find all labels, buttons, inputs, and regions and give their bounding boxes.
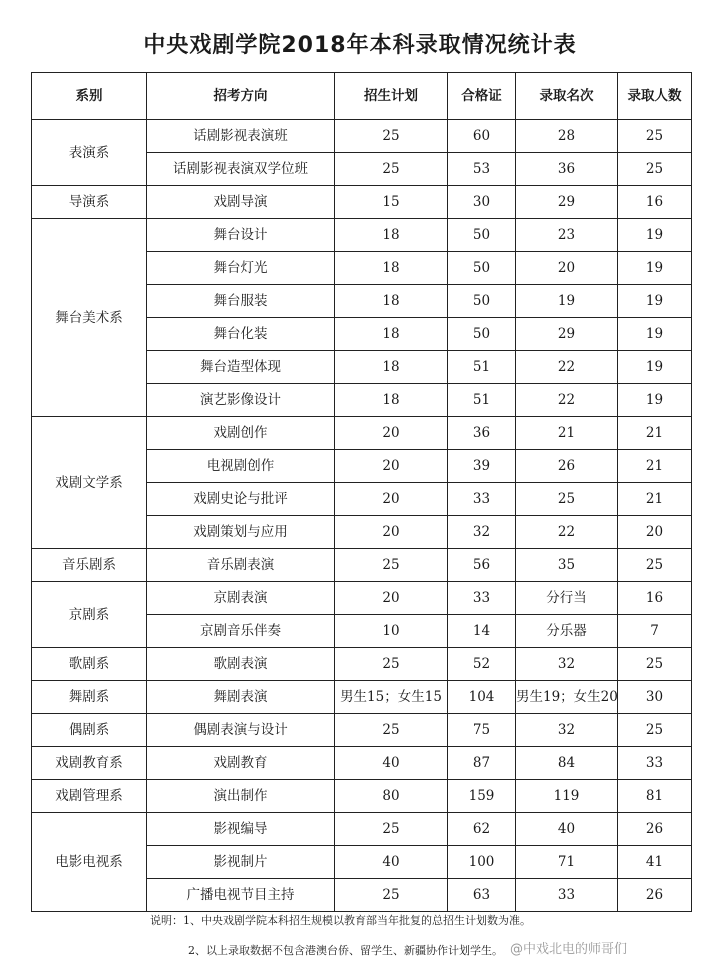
watermark: @中戏北电的师哥们 [510, 942, 628, 957]
cell-rank: 40 [516, 813, 618, 846]
cell-direction: 演艺影像设计 [147, 384, 335, 417]
header-direction: 招考方向 [147, 73, 335, 120]
table-row [32, 714, 692, 747]
cell-rank: 男生19；女生20 [516, 681, 618, 714]
cell-rank: 分乐器 [516, 615, 618, 648]
cell-certificate: 14 [448, 615, 516, 648]
cell-direction: 影视制片 [147, 846, 335, 879]
cell-certificate: 159 [448, 780, 516, 813]
cell-certificate: 32 [448, 516, 516, 549]
cell-direction: 歌剧表演 [147, 648, 335, 681]
header-department: 系别 [32, 73, 147, 120]
cell-rank: 71 [516, 846, 618, 879]
cell-admitted: 41 [618, 846, 692, 879]
cell-admitted: 21 [618, 417, 692, 450]
table-row [32, 747, 692, 780]
cell-direction: 影视编导 [147, 813, 335, 846]
page-title: 中央戏剧学院2018年本科录取情况统计表 [143, 33, 577, 58]
cell-admitted: 16 [618, 186, 692, 219]
table-row [32, 219, 692, 252]
cell-certificate: 75 [448, 714, 516, 747]
cell-certificate: 30 [448, 186, 516, 219]
cell-plan: 20 [335, 450, 448, 483]
cell-plan: 20 [335, 582, 448, 615]
cell-admitted: 81 [618, 780, 692, 813]
cell-certificate: 39 [448, 450, 516, 483]
cell-direction: 偶剧表演与设计 [147, 714, 335, 747]
cell-rank: 22 [516, 516, 618, 549]
cell-department: 舞台美术系 [32, 219, 147, 417]
cell-direction: 话剧影视表演双学位班 [147, 153, 335, 186]
cell-plan: 10 [335, 615, 448, 648]
cell-admitted: 25 [618, 648, 692, 681]
cell-department: 音乐剧系 [32, 549, 147, 582]
cell-direction: 电视剧创作 [147, 450, 335, 483]
cell-certificate: 60 [448, 120, 516, 153]
cell-direction: 戏剧导演 [147, 186, 335, 219]
cell-rank: 35 [516, 549, 618, 582]
cell-certificate: 56 [448, 549, 516, 582]
cell-admitted: 19 [618, 285, 692, 318]
cell-plan: 25 [335, 648, 448, 681]
cell-certificate: 104 [448, 681, 516, 714]
cell-plan: 18 [335, 318, 448, 351]
cell-department: 舞剧系 [32, 681, 147, 714]
cell-certificate: 50 [448, 252, 516, 285]
cell-certificate: 51 [448, 384, 516, 417]
cell-certificate: 50 [448, 318, 516, 351]
cell-plan: 25 [335, 813, 448, 846]
table-row [32, 681, 692, 714]
cell-direction: 戏剧史论与批评 [147, 483, 335, 516]
table-row [32, 648, 692, 681]
cell-rank: 分行当 [516, 582, 618, 615]
cell-department: 偶剧系 [32, 714, 147, 747]
header-rank: 录取名次 [516, 73, 618, 120]
cell-plan: 15 [335, 186, 448, 219]
cell-admitted: 26 [618, 879, 692, 912]
cell-direction: 京剧表演 [147, 582, 335, 615]
cell-admitted: 19 [618, 318, 692, 351]
cell-direction: 舞剧表演 [147, 681, 335, 714]
cell-rank: 19 [516, 285, 618, 318]
table-body [32, 120, 692, 912]
cell-admitted: 25 [618, 549, 692, 582]
cell-certificate: 50 [448, 285, 516, 318]
cell-admitted: 25 [618, 153, 692, 186]
cell-rank: 29 [516, 318, 618, 351]
cell-direction: 广播电视节目主持 [147, 879, 335, 912]
cell-direction: 话剧影视表演班 [147, 120, 335, 153]
cell-direction: 舞台服装 [147, 285, 335, 318]
cell-direction: 京剧音乐伴奏 [147, 615, 335, 648]
cell-direction: 戏剧教育 [147, 747, 335, 780]
cell-rank: 25 [516, 483, 618, 516]
cell-plan: 18 [335, 285, 448, 318]
cell-department: 电影电视系 [32, 813, 147, 912]
header-admitted: 录取人数 [618, 73, 692, 120]
cell-department: 戏剧管理系 [32, 780, 147, 813]
cell-rank: 26 [516, 450, 618, 483]
note-line: 2、以上录取数据不包含港澳台侨、留学生、新疆协作计划学生。 [188, 944, 503, 957]
cell-certificate: 51 [448, 351, 516, 384]
cell-direction: 舞台设计 [147, 219, 335, 252]
cell-certificate: 87 [448, 747, 516, 780]
cell-direction: 戏剧策划与应用 [147, 516, 335, 549]
table-row [32, 549, 692, 582]
cell-plan: 25 [335, 120, 448, 153]
cell-direction: 戏剧创作 [147, 417, 335, 450]
cell-admitted: 19 [618, 219, 692, 252]
cell-admitted: 16 [618, 582, 692, 615]
cell-rank: 22 [516, 351, 618, 384]
table-row [32, 582, 692, 615]
cell-certificate: 62 [448, 813, 516, 846]
cell-plan: 25 [335, 549, 448, 582]
cell-certificate: 63 [448, 879, 516, 912]
cell-direction: 演出制作 [147, 780, 335, 813]
cell-admitted: 30 [618, 681, 692, 714]
table-row [32, 417, 692, 450]
notes [150, 906, 710, 966]
cell-admitted: 25 [618, 714, 692, 747]
cell-admitted: 33 [618, 747, 692, 780]
cell-rank: 119 [516, 780, 618, 813]
cell-plan: 25 [335, 714, 448, 747]
cell-direction: 舞台化装 [147, 318, 335, 351]
cell-admitted: 19 [618, 252, 692, 285]
cell-rank: 84 [516, 747, 618, 780]
cell-plan: 25 [335, 879, 448, 912]
cell-admitted: 21 [618, 483, 692, 516]
cell-certificate: 50 [448, 219, 516, 252]
header-plan: 招生计划 [335, 73, 448, 120]
cell-direction: 舞台灯光 [147, 252, 335, 285]
cell-rank: 20 [516, 252, 618, 285]
cell-certificate: 33 [448, 582, 516, 615]
cell-plan: 20 [335, 516, 448, 549]
cell-rank: 22 [516, 384, 618, 417]
cell-admitted: 20 [618, 516, 692, 549]
cell-admitted: 19 [618, 351, 692, 384]
cell-admitted: 26 [618, 813, 692, 846]
cell-plan: 男生15；女生15 [335, 681, 448, 714]
cell-rank: 28 [516, 120, 618, 153]
cell-admitted: 19 [618, 384, 692, 417]
cell-admitted: 7 [618, 615, 692, 648]
cell-plan: 18 [335, 351, 448, 384]
cell-department: 导演系 [32, 186, 147, 219]
cell-plan: 40 [335, 846, 448, 879]
table-row [32, 780, 692, 813]
cell-rank: 33 [516, 879, 618, 912]
table-header-row [32, 73, 692, 120]
admission-table [31, 72, 692, 912]
cell-certificate: 52 [448, 648, 516, 681]
cell-plan: 18 [335, 384, 448, 417]
cell-plan: 18 [335, 252, 448, 285]
cell-direction: 音乐剧表演 [147, 549, 335, 582]
cell-rank: 32 [516, 714, 618, 747]
cell-plan: 80 [335, 780, 448, 813]
cell-direction: 舞台造型体现 [147, 351, 335, 384]
cell-department: 歌剧系 [32, 648, 147, 681]
cell-rank: 21 [516, 417, 618, 450]
cell-admitted: 21 [618, 450, 692, 483]
cell-department: 戏剧文学系 [32, 417, 147, 549]
cell-plan: 20 [335, 417, 448, 450]
cell-plan: 20 [335, 483, 448, 516]
cell-certificate: 100 [448, 846, 516, 879]
cell-department: 戏剧教育系 [32, 747, 147, 780]
table-row [32, 120, 692, 153]
cell-rank: 23 [516, 219, 618, 252]
cell-plan: 40 [335, 747, 448, 780]
cell-certificate: 33 [448, 483, 516, 516]
cell-rank: 32 [516, 648, 618, 681]
cell-rank: 29 [516, 186, 618, 219]
note-line: 说明：1、中央戏剧学院本科招生规模以教育部当年批复的总招生计划数为准。 [150, 914, 531, 927]
cell-department: 京剧系 [32, 582, 147, 648]
cell-plan: 18 [335, 219, 448, 252]
cell-plan: 25 [335, 153, 448, 186]
header-certificate: 合格证 [448, 73, 516, 120]
cell-rank: 36 [516, 153, 618, 186]
cell-department: 表演系 [32, 120, 147, 186]
cell-admitted: 25 [618, 120, 692, 153]
cell-certificate: 36 [448, 417, 516, 450]
table-row [32, 186, 692, 219]
table-row [32, 813, 692, 846]
cell-certificate: 53 [448, 153, 516, 186]
